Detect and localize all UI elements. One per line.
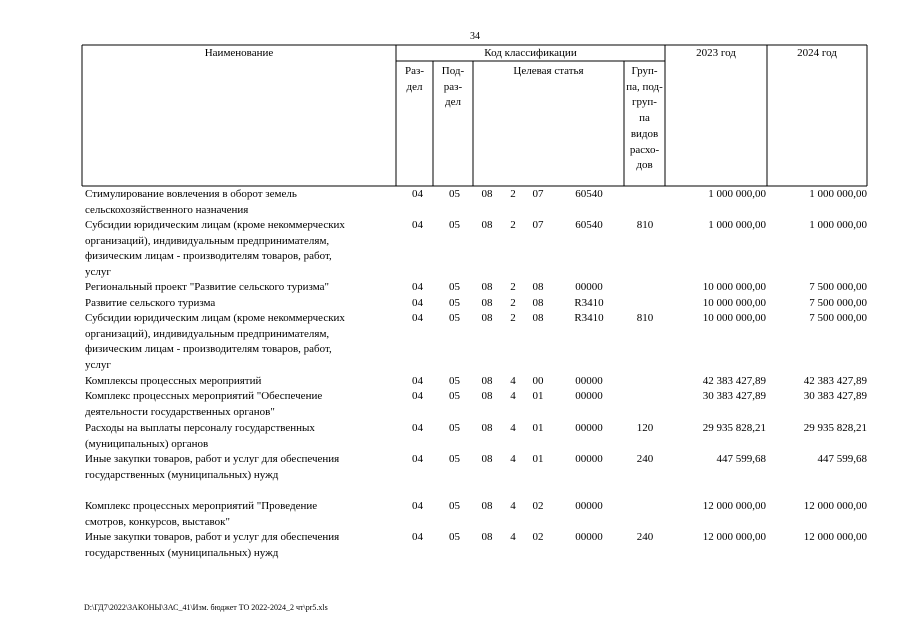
cell-target-type: 4 <box>510 453 516 465</box>
row-name: Расходы на выплаты персоналу государственных (муниципальных) органов <box>85 422 315 450</box>
header-name: Наименование <box>204 47 274 59</box>
cell-target-program: 08 <box>481 312 493 324</box>
cell-expense-group: 810 <box>636 219 654 231</box>
row-name: Комплексы процессных мероприятий <box>85 375 262 387</box>
cell-target-type: 2 <box>510 297 516 309</box>
cell-target-code: R3410 <box>574 312 604 324</box>
cell-target-type: 4 <box>510 531 516 543</box>
header-expense-group: Груп- па, под- груп- па видов расхо- дов <box>626 65 663 172</box>
cell-razdel: 04 <box>412 297 423 309</box>
cell-target-type: 4 <box>510 422 516 434</box>
cell-amount-2024: 12 000 000,00 <box>803 500 867 512</box>
cell-expense-group: 240 <box>636 453 654 465</box>
header-year-2024: 2024 год <box>797 47 837 59</box>
row-name: Субсидии юридическим лицам (кроме некоммерческих организаций), индивидуальным предпринимателям, физическим лицам - производителям товаров, работ, услуг <box>85 312 345 372</box>
cell-target-code: 00000 <box>575 500 603 512</box>
cell-amount-2023: 1 000 000,00 <box>708 219 766 231</box>
cell-amount-2024: 1 000 000,00 <box>809 219 867 231</box>
cell-target-type: 2 <box>510 312 516 324</box>
cell-expense-group: 240 <box>636 531 654 543</box>
cell-amount-2023: 12 000 000,00 <box>702 531 766 543</box>
cell-amount-2023: 10 000 000,00 <box>702 312 766 324</box>
cell-target-program: 08 <box>481 422 493 434</box>
cell-amount-2023: 447 599,68 <box>716 453 766 465</box>
cell-target-event: 01 <box>532 453 544 465</box>
cell-target-program: 08 <box>481 390 493 402</box>
cell-target-program: 08 <box>481 297 493 309</box>
cell-target-type: 2 <box>510 281 516 293</box>
cell-amount-2023: 29 935 828,21 <box>702 422 766 434</box>
footer-file-path: D:\ГД7\2022\ЗАКОНЫ\ЗАС_41\Изм. бюджет ТО 2022-2024_2 чт\pr5.xls <box>84 603 328 612</box>
cell-amount-2024: 29 935 828,21 <box>803 422 867 434</box>
cell-amount-2024: 7 500 000,00 <box>809 297 867 309</box>
cell-target-code: 00000 <box>575 531 603 543</box>
cell-razdel: 04 <box>412 188 423 200</box>
cell-podrazdel: 05 <box>449 375 460 387</box>
cell-amount-2023: 12 000 000,00 <box>702 500 766 512</box>
cell-target-code: 00000 <box>575 390 603 402</box>
cell-target-event: 02 <box>532 531 544 543</box>
row-name: Развитие сельского туризма <box>85 297 216 309</box>
cell-razdel: 04 <box>412 390 423 402</box>
row-name: Региональный проект "Развитие сельского туризма" <box>85 281 329 293</box>
cell-target-program: 08 <box>481 281 493 293</box>
cell-podrazdel: 05 <box>449 297 460 309</box>
cell-expense-group: 120 <box>636 422 654 434</box>
cell-amount-2023: 30 383 427,89 <box>702 390 766 402</box>
cell-target-event: 01 <box>532 390 544 402</box>
cell-razdel: 04 <box>412 453 423 465</box>
row-name: Иные закупки товаров, работ и услуг для обеспечения государственных (муниципальных) нужд <box>85 531 340 559</box>
cell-amount-2023: 10 000 000,00 <box>702 297 766 309</box>
cell-target-type: 4 <box>510 500 516 512</box>
header-podrazdel: Под- раз- дел <box>441 65 465 109</box>
cell-target-code: 00000 <box>575 453 603 465</box>
cell-amount-2024: 447 599,68 <box>817 453 867 465</box>
cell-target-code: 00000 <box>575 375 603 387</box>
cell-razdel: 04 <box>412 281 423 293</box>
cell-target-code: 00000 <box>575 281 603 293</box>
cell-razdel: 04 <box>412 219 423 231</box>
page-number: 34 <box>470 31 480 42</box>
cell-target-code: 60540 <box>575 188 603 200</box>
cell-target-event: 01 <box>532 422 544 434</box>
cell-target-event: 07 <box>532 188 544 200</box>
cell-target-code: 00000 <box>575 422 603 434</box>
cell-podrazdel: 05 <box>449 188 460 200</box>
cell-amount-2023: 1 000 000,00 <box>708 188 766 200</box>
row-name: Комплекс процессных мероприятий "Обеспечение деятельности государственных органов" <box>85 390 323 418</box>
cell-razdel: 04 <box>412 500 423 512</box>
cell-podrazdel: 05 <box>449 453 460 465</box>
cell-target-program: 08 <box>481 375 493 387</box>
cell-expense-group: 810 <box>636 312 654 324</box>
cell-razdel: 04 <box>412 531 423 543</box>
cell-target-event: 07 <box>532 219 544 231</box>
header-code-classification: Код классификации <box>484 47 577 59</box>
cell-amount-2023: 10 000 000,00 <box>702 281 766 293</box>
cell-target-program: 08 <box>481 500 493 512</box>
cell-razdel: 04 <box>412 312 423 324</box>
cell-target-event: 08 <box>532 297 544 309</box>
row-name: Иные закупки товаров, работ и услуг для обеспечения государственных (муниципальных) нужд <box>85 453 340 481</box>
cell-target-program: 08 <box>481 531 493 543</box>
cell-target-code: R3410 <box>574 297 604 309</box>
cell-amount-2024: 7 500 000,00 <box>809 312 867 324</box>
cell-target-event: 02 <box>532 500 544 512</box>
cell-target-program: 08 <box>481 219 493 231</box>
cell-target-program: 08 <box>481 188 493 200</box>
row-name: Субсидии юридическим лицам (кроме некоммерческих организаций), индивидуальным предпринимателям, физическим лицам - производителям товаров, работ, услуг <box>85 219 345 279</box>
header-year-2023: 2023 год <box>696 47 736 59</box>
cell-podrazdel: 05 <box>449 500 460 512</box>
cell-target-event: 08 <box>532 281 544 293</box>
cell-target-type: 2 <box>510 219 516 231</box>
cell-amount-2024: 12 000 000,00 <box>803 531 867 543</box>
cell-target-type: 2 <box>510 188 516 200</box>
cell-amount-2024: 30 383 427,89 <box>803 390 867 402</box>
cell-amount-2023: 42 383 427,89 <box>702 375 766 387</box>
cell-razdel: 04 <box>412 375 423 387</box>
cell-amount-2024: 42 383 427,89 <box>803 375 867 387</box>
cell-target-event: 08 <box>532 312 544 324</box>
cell-podrazdel: 05 <box>449 390 460 402</box>
cell-amount-2024: 7 500 000,00 <box>809 281 867 293</box>
cell-podrazdel: 05 <box>449 219 460 231</box>
cell-target-type: 4 <box>510 390 516 402</box>
cell-podrazdel: 05 <box>449 312 460 324</box>
cell-target-program: 08 <box>481 453 493 465</box>
cell-podrazdel: 05 <box>449 422 460 434</box>
header-target-article: Целевая статья <box>513 65 584 77</box>
cell-target-code: 60540 <box>575 219 603 231</box>
cell-target-event: 00 <box>532 375 544 387</box>
cell-razdel: 04 <box>412 422 423 434</box>
cell-podrazdel: 05 <box>449 531 460 543</box>
cell-amount-2024: 1 000 000,00 <box>809 188 867 200</box>
cell-podrazdel: 05 <box>449 281 460 293</box>
row-name: Стимулирование вовлечения в оборот земель сельскохозяйственного назначения <box>85 188 297 216</box>
row-name: Комплекс процессных мероприятий "Проведение смотров, конкурсов, выставок" <box>85 500 318 528</box>
header-razdel: Раз- дел <box>404 65 424 93</box>
cell-target-type: 4 <box>510 375 516 387</box>
